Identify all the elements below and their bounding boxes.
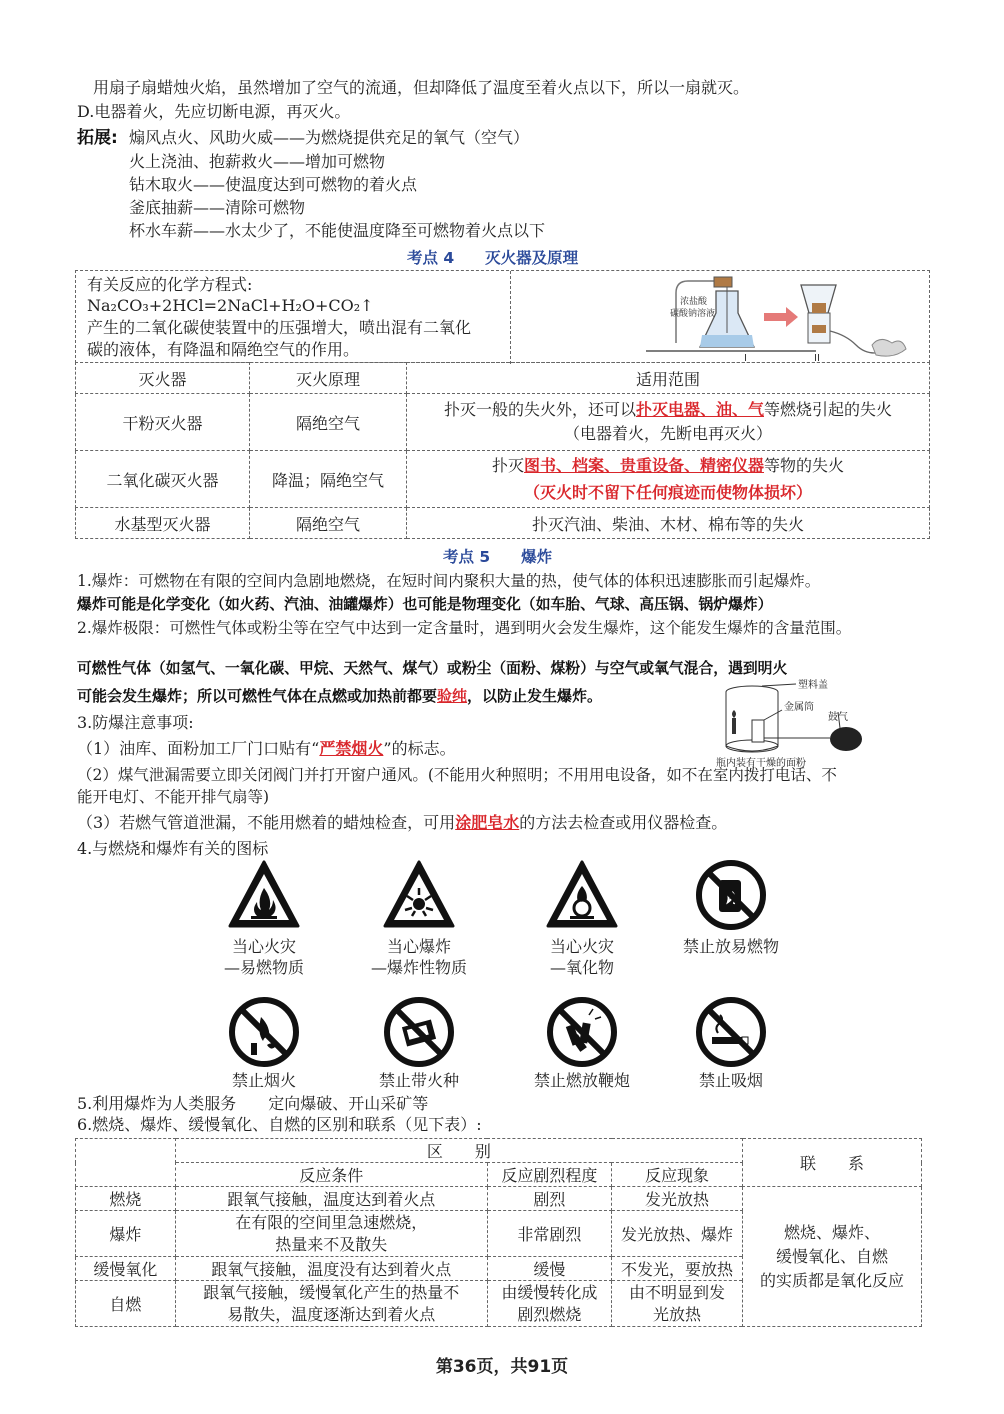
- sign-caption: 当心火灾 —氧化物: [549, 937, 614, 977]
- extinguisher-scope: 扑灭图书、档案、贵重设备、精密仪器等物的失火 （灭火时不留下任何痕迹而使物体损坏）: [407, 451, 930, 508]
- no-firecrackers-icon: [545, 995, 619, 1069]
- no-flammables-icon: [694, 858, 768, 932]
- explosion-note: 可能会发生爆炸；所以可燃性气体在点燃或加热前都要验纯，以防止发生爆炸。: [77, 687, 603, 705]
- highlight-text: 扑灭电器、油、气: [635, 400, 764, 419]
- comparison-title: 6.燃烧、爆炸、缓慢氧化、自燃的区别和联系（见下表）:: [77, 1115, 482, 1134]
- explosion-limit: 2.爆炸极限：可燃性气体或粉尘等在空气中达到一定含量时，遇到明火会发生爆炸，这个能发生爆炸的含量范围。: [77, 619, 852, 637]
- highlight-text: （灭火时不留下任何痕迹而使物体损坏）: [523, 483, 812, 502]
- table-header: 反应现象: [612, 1163, 743, 1187]
- fan-line: 用扇子扇蜡烛火焰，虽然增加了空气的流通，但却降低了温度至着火点以下，所以一扇就灭。: [93, 78, 750, 97]
- table-header: 反应条件: [175, 1163, 487, 1187]
- extension-label: 拓展:: [77, 128, 118, 148]
- sign-caption: 当心爆炸 —爆炸性物质: [370, 937, 467, 977]
- extinguisher-diagram: [636, 273, 926, 361]
- extinguisher-scope: 扑灭一般的失火外，还可以扑灭电器、油、气等燃烧引起的失火 （电器着火，先断电再灭火）: [407, 394, 930, 451]
- table-row: [76, 508, 930, 539]
- table-header: 区 别: [175, 1139, 742, 1163]
- highlight-text: 严禁烟火: [319, 739, 384, 758]
- diagram-label-acid: 浓盐酸: [680, 297, 708, 307]
- no-kindling-icon: [382, 995, 456, 1069]
- table-row: [76, 451, 930, 508]
- explosion-types: 爆炸可能是化学变化（如火药、汽油、油罐爆炸）也可能是物理变化（如车胎、气球、高压锅、锅炉爆炸）: [77, 596, 773, 613]
- table-header: 反应剧烈程度: [487, 1163, 612, 1187]
- table-header: 灭火器: [76, 363, 250, 394]
- extension-item: 钻木取火——使温度达到可燃物的着火点: [129, 175, 418, 194]
- sign-caption: 禁止燃放鞭炮: [533, 1071, 630, 1090]
- no-smoking-icon: [694, 995, 768, 1069]
- extinguisher-principle: 降温；隔绝空气: [250, 451, 407, 508]
- can-label-bottom: 瓶内装有干燥的面粉: [716, 758, 806, 768]
- extinguisher-scope: 扑灭汽油、柴油、木材、棉布等的失火: [407, 508, 930, 539]
- extinguisher-name: 干粉灭火器: [76, 394, 250, 451]
- equation-explanation: 产生的二氧化碳使装置中的压强增大，喷出混有二氧化: [87, 318, 472, 337]
- sign-caption: 禁止放易燃物: [682, 937, 779, 956]
- electric-fire-line: D.电器着火，先应切断电源，再灭火。: [77, 102, 351, 121]
- equation-explanation: 碳的液体，有降温和隔绝空气的作用。: [87, 340, 360, 359]
- relation-cell: 燃烧、爆炸、 缓慢氧化、自燃 的实质都是氧化反应: [742, 1187, 921, 1327]
- extinguisher-principle: 隔绝空气: [250, 394, 407, 451]
- table-row: 爆炸 在有限的空间里急速燃烧， 热量来不及散失 非常剧烈 发光放热、爆炸: [76, 1211, 922, 1257]
- precaution-item: 能开电灯、不能开排气扇等): [77, 788, 270, 806]
- dust-explosion-diagram: [712, 676, 912, 768]
- can-label-tube: 金属筒: [784, 702, 814, 713]
- table-row: 缓慢氧化 跟氧气接触，温度没有达到着火点 缓慢 不发光，要放热: [76, 1257, 922, 1281]
- table-header: 适用范围: [407, 363, 930, 394]
- sign-caption: 禁止烟火: [231, 1071, 296, 1090]
- section-heading-kp4: 考点 4 灭火器及原理: [407, 249, 579, 267]
- explosive-warning-icon: [382, 858, 456, 932]
- no-fire-icon: [227, 995, 301, 1069]
- page-number: 第36页，共91页: [435, 1357, 569, 1377]
- precaution-item: （1）油库、面粉加工厂门口贴有“严禁烟火”的标志。: [77, 739, 456, 758]
- sign-caption: 禁止吸烟: [698, 1071, 763, 1090]
- table-header: 联 系: [742, 1139, 921, 1187]
- table-row: [76, 394, 930, 451]
- extension-item: 杯水车薪——水太少了，不能使温度降至可燃物着火点以下: [129, 221, 546, 240]
- explosion-note: 可燃性气体（如氢气、一氧化碳、甲烷、天然气、煤气）或粉尘（面粉、煤粉）与空气或氧气混合，遇到明火: [77, 660, 788, 677]
- table-header: 灭火原理: [250, 363, 407, 394]
- table-row: 自燃 跟氧气接触，缓慢氧化产生的热量不 易散失，温度逐渐达到着火点 由缓慢转化成 剧烈燃烧 由不明显到发 光放热: [76, 1281, 922, 1327]
- extinguisher-name: 二氧化碳灭火器: [76, 451, 250, 508]
- diagram-label-1: I: [744, 353, 747, 361]
- extension-item: 煽风点火、风助火威——为燃烧提供充足的氧气（空气）: [129, 128, 530, 147]
- can-label-lid: 塑料盖: [798, 680, 828, 691]
- can-label-blow: 鼓气: [828, 712, 848, 723]
- explosion-use: 5.利用爆炸为人类服务 定向爆破、开山采矿等: [77, 1094, 429, 1113]
- highlight-text: 涂肥皂水: [455, 813, 520, 832]
- highlight-text: 验纯: [437, 687, 468, 705]
- precaution-item: （2）煤气泄漏需要立即关闭阀门并打开窗户通风。(不能用火种照明；不用用电设备，如不在室内拨打电话、不: [77, 766, 837, 784]
- diagram-label-2: II: [814, 353, 820, 361]
- precaution-item: （3）若燃气管道泄漏，不能用燃着的蜡烛检查，可用涂肥皂水的方法去检查或用仪器检查。: [77, 813, 728, 832]
- extension-item: 火上浇油、抱薪救火——增加可燃物: [129, 152, 386, 171]
- extinguisher-table: [75, 362, 930, 539]
- highlight-text: 图书、档案、贵重设备、精密仪器: [523, 456, 764, 475]
- extinguisher-name: 水基型灭火器: [76, 508, 250, 539]
- sign-caption: 当心火灾 —易燃物质: [223, 937, 304, 977]
- equation-title: 有关反应的化学方程式:: [87, 275, 253, 294]
- section-heading-kp5: 考点 5 爆炸: [443, 548, 553, 566]
- flammable-warning-icon: [227, 858, 301, 932]
- chemical-equation: Na₂CO₃+2HCl=2NaCl+H₂O+CO₂↑: [87, 296, 374, 315]
- equation-box: [75, 270, 930, 363]
- extinguisher-principle: 隔绝空气: [250, 508, 407, 539]
- sign-caption: 禁止带火种: [378, 1071, 459, 1090]
- signs-title: 4.与燃烧和爆炸有关的图标: [77, 839, 269, 858]
- diagram-label-soda: 碳酸钠溶液: [670, 309, 716, 319]
- extension-item: 釜底抽薪——清除可燃物: [129, 198, 306, 217]
- oxidizer-warning-icon: [545, 858, 619, 932]
- table-row: 燃烧 跟氧气接触，温度达到着火点 剧烈 发光放热 燃烧、爆炸、 缓慢氧化、自燃 的实质都是氧化反应: [76, 1187, 922, 1211]
- explosion-definition: 1.爆炸：可燃物在有限的空间内急剧地燃烧，在短时间内聚积大量的热，使气体的体积迅速膨胀而引起爆炸。: [77, 572, 821, 590]
- precautions-title: 3.防爆注意事项:: [77, 713, 194, 732]
- comparison-table: [75, 1138, 922, 1327]
